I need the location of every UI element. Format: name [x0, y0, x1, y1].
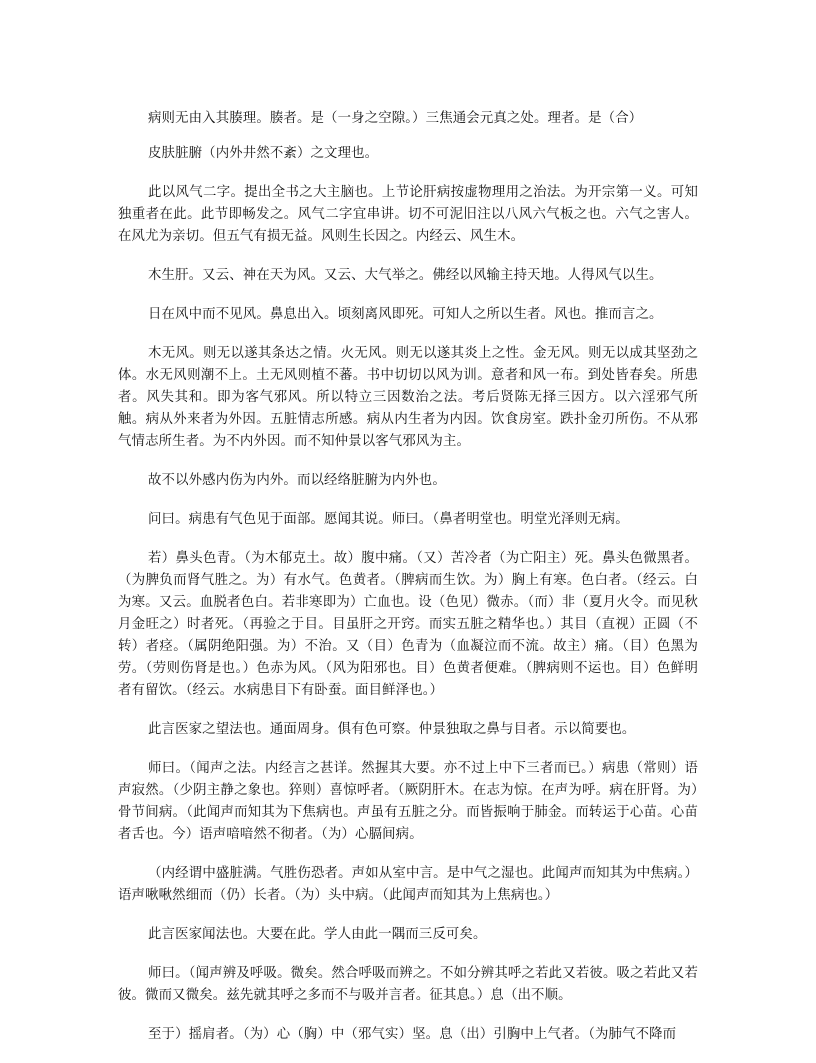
document-page	[118, 108, 698, 1063]
paragraph: 木无风。则无以遂其条达之情。火无风。则无以遂其炎上之性。金无风。则无以成其坚劲之体。水无风则潮不上。土无风则植不蕃。书中切切以风为训。意者和风一布。到处皆春矣。所患者。风失其和。即为客气邪风。所以特立三因数治之法。考后贤陈无择三因方。以六淫邪气所触。病从外来者为外因。五脏情志所感。病从内生者为内因。饮食房室。跌扑金刃所伤。不从邪气情志所生者。为不内外因。而不知仲景以客气邪风为主。	[118, 346, 698, 449]
paragraph: 病则无由入其腠理。腠者。是（一身之空隙。）三焦通会元真之处。理者。是（合）	[148, 111, 643, 126]
paragraph: 此以风气二字。提出全书之大主脑也。上节论肝病按虚物理用之治法。为开宗第一义。可知独重者在此。此节即畅发之。风气二字宜串讲。切不可泥旧注以八风六气板之也。六气之害人。在风尤为亲切。但五气有损无益。风则生长因之。内经云、风生木。	[118, 185, 698, 244]
paragraph: 皮肤脏腑（内外井然不紊）之文理也。	[148, 146, 379, 161]
paragraph: 师曰。（闻声之法。内经言之甚详。然握其大要。亦不过上中下三者而已。）病患（常则）语声寂然。（少阴主静之象也。猝则）喜惊呼者。（厥阴肝木。在志为惊。在声为呼。病在肝肾。为）骨节间病。（此闻声而知其为下焦病也。声虽有五脏之分。而皆振响于肺金。而转运于心苗。心苗者舌也。今）语声喑喑然不彻者。（为）心膈间病。	[118, 761, 698, 842]
paragraph: 日在风中而不见风。鼻息出入。顷刻离风即死。可知人之所以生者。风也。推而言之。	[148, 307, 663, 322]
paragraph: 若）鼻头色青。（为木郁克土。故）腹中痛。（又）苦冷者（为亡阳主）死。鼻头色微黑者。（为脾负而肾气胜之。为）有水气。色黄者。（脾病而生饮。为）胸上有寒。色白者。（经云。白为寒。又云。血脱者色白。若非寒即为）亡血也。设（色见）微赤。（而）非（夏月火令。而见秋月金旺之）时者死。（再验之于目。目虽肝之开窍。而实五脏之精华也。）其目（直视）正圆（不转）者痉。（属阴绝阳强。为）不治。又（目）色青为（血凝泣而不流。故主）痛。（目）色黑为劳。（劳则伤肾是也。）色赤为风。（风为阳邪也。目）色黄者便难。（脾病则不运也。目）色鲜明者有留饮。（经云。水病患目下有卧蚕。面目鲜泽也。）	[118, 551, 698, 698]
paragraph: 问曰。病患有气色见于面部。愿闻其说。师曰。（鼻者明堂也。明堂光泽则无病。	[148, 512, 629, 527]
paragraph: 此言医家闻法也。大要在此。学人由此一隅而三反可矣。	[148, 927, 487, 942]
paragraph: 木生肝。又云、神在天为风。又云、大气举之。佛经以风输主持天地。人得风气以生。	[148, 268, 663, 283]
paragraph: 至于）摇肩者。（为）心（胸）中（邪气实）坚。息（出）引胸中上气者。（为肺气不降而	[148, 1027, 677, 1042]
paragraph: （内经谓中盛脏满。气胜伤恐者。声如从室中言。是中气之湿也。此闻声而知其为中焦病。）语声啾啾然细而（仍）长者。（为）头中病。（此闻声而知其为上焦病也。）	[118, 866, 698, 903]
paragraph: 此言医家之望法也。通面周身。俱有色可察。仲景独取之鼻与目者。示以简要也。	[148, 722, 636, 737]
paragraph: 故不以外感内伤为内外。而以经络脏腑为内外也。	[148, 473, 446, 488]
paragraph: 师曰。（闻声辨及呼吸。微矣。然合呼吸而辨之。不如分辨其呼之若此又若彼。吸之若此又若彼。微而又微矣。兹先就其呼之多而不与吸并言者。征其息。）息（出不顺。	[118, 966, 698, 1003]
